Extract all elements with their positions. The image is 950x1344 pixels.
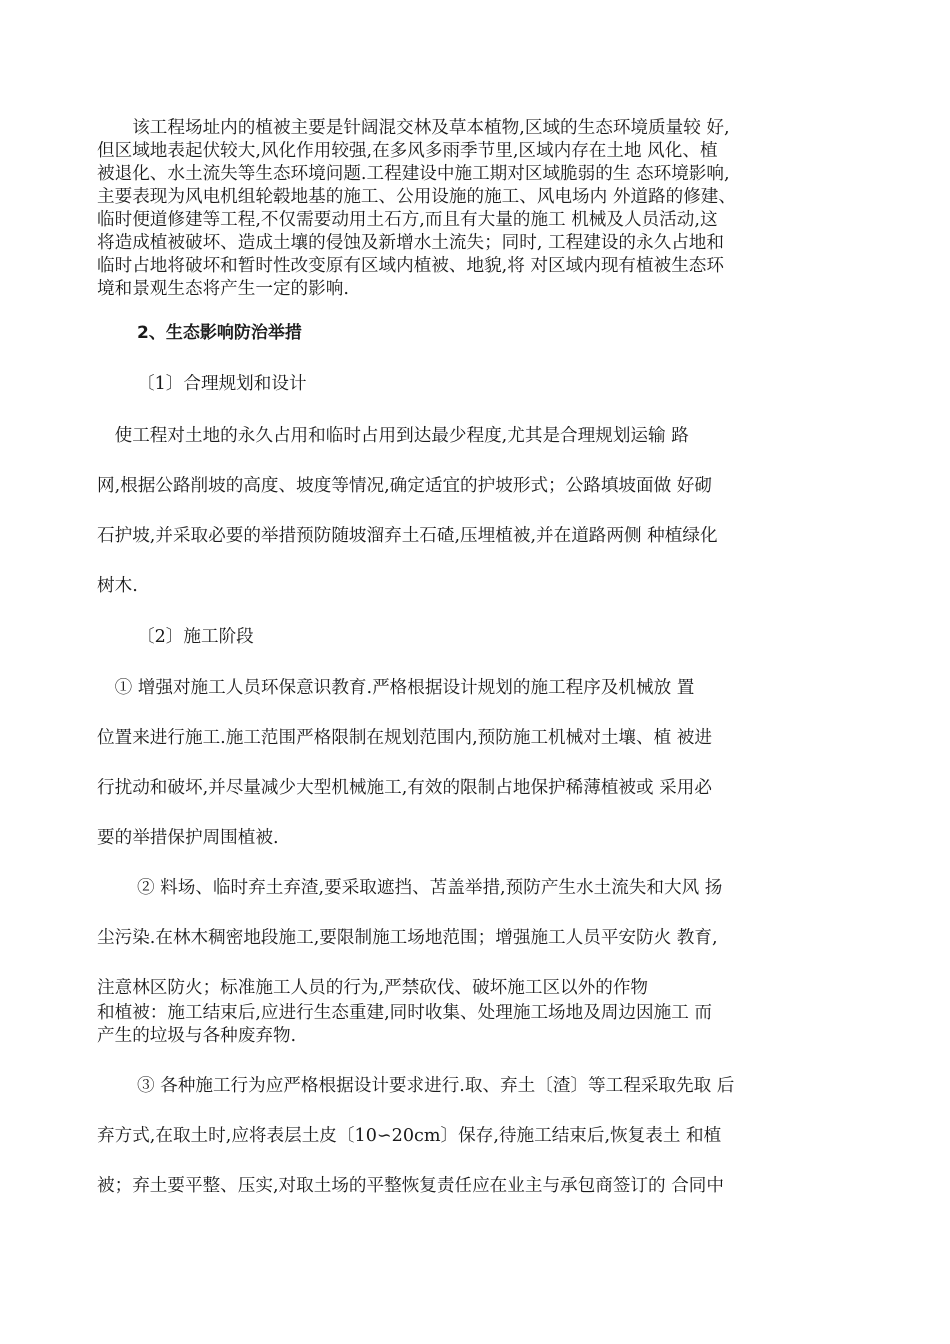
item1-line-3: 行扰动和破坏,并尽量减少大型机械施工,有效的限制占地保护稀薄植被或 采用必 [97,778,712,798]
item1-line-2: 位置来进行施工.施工范围严格限制在规划范围内,预防施工机械对土壤、植 被进 [97,728,712,748]
item2-line-3: 注意林区防火；标准施工人员的行为,严禁砍伐、破坏施工区以外的作物 [97,978,649,998]
subsection-heading-1: 〔1〕合理规划和设计 [137,374,307,394]
para1-line-2: 但区域地表起伏较大,风化作用较强,在多风多雨季节里,区域内存在土地 风化、植 [97,141,718,161]
planning-line-1: 使工程对土地的永久占用和临时占用到达最少程度,尤其是合理规划运输 路 [97,426,689,446]
item2-line-4: 和植被：施工结束后,应进行生态重建,同时收集、处理施工场地及周边因施工 而 [97,1003,712,1023]
item2-line-5: 产生的垃圾与各种废弃物. [97,1026,297,1046]
item3-line-3: 被；弃土要平整、压实,对取土场的平整恢复责任应在业主与承包商签订的 合同中 [97,1176,724,1196]
section-heading: 2、生态影响防治举措 [137,323,302,343]
para1-line-4: 主要表现为风电机组轮毂地基的施工、公用设施的施工、风电场内 外道路的修建、 [97,187,736,207]
planning-line-3: 石护坡,并采取必要的举措预防随坡溜弃土石碴,压埋植被,并在道路两侧 种植绿化 [97,526,718,546]
para1-line-6: 将造成植被破坏、造成土壤的侵蚀及新增水土流失；同时, 工程建设的永久占地和 [97,233,724,253]
item3-line-1: ③ 各种施工行为应严格根据设计要求进行.取、弃土〔渣〕等工程采取先取 后 [137,1076,735,1096]
subsection-heading-2: 〔2〕施工阶段 [137,627,254,647]
item2-line-1: ② 料场、临时弃土弃渣,要采取遮挡、苫盖举措,预防产生水土流失和大风 扬 [137,878,723,898]
planning-line-2: 网,根据公路削坡的高度、坡度等情况,确定适宜的护坡形式；公路填坡面做 好砌 [97,476,712,496]
item3-line-2: 弃方式,在取土时,应将表层土皮〔10∽20cm〕保存,待施工结束后,恢复表土 和植 [97,1126,722,1146]
para1-line-7: 临时占地将破坏和暂时性改变原有区域内植被、地貌,将 对区域内现有植被生态环 [97,256,724,276]
item1-line-1: ① 增强对施工人员环保意识教育.严格根据设计规划的施工程序及机械放 置 [97,678,695,698]
para1-line-3: 被退化、水土流失等生态环境问题.工程建设中施工期对区域脆弱的生 态环境影响, [97,164,730,184]
item2-line-2: 尘污染.在林木稠密地段施工,要限制施工场地范围；增强施工人员平安防火 教育, [97,928,718,948]
para1-line-5: 临时便道修建等工程,不仅需要动用土石方,而且有大量的施工 机械及人员活动,这 [97,210,718,230]
planning-line-4: 树木. [97,576,138,596]
para1-line-1: 该工程场址内的植被主要是针阔混交林及草本植物,区域的生态环境质量较 好, [97,118,730,138]
item1-line-4: 要的举措保护周围植被. [97,828,279,848]
para1-line-8: 境和景观生态将产生一定的影响. [97,279,349,299]
